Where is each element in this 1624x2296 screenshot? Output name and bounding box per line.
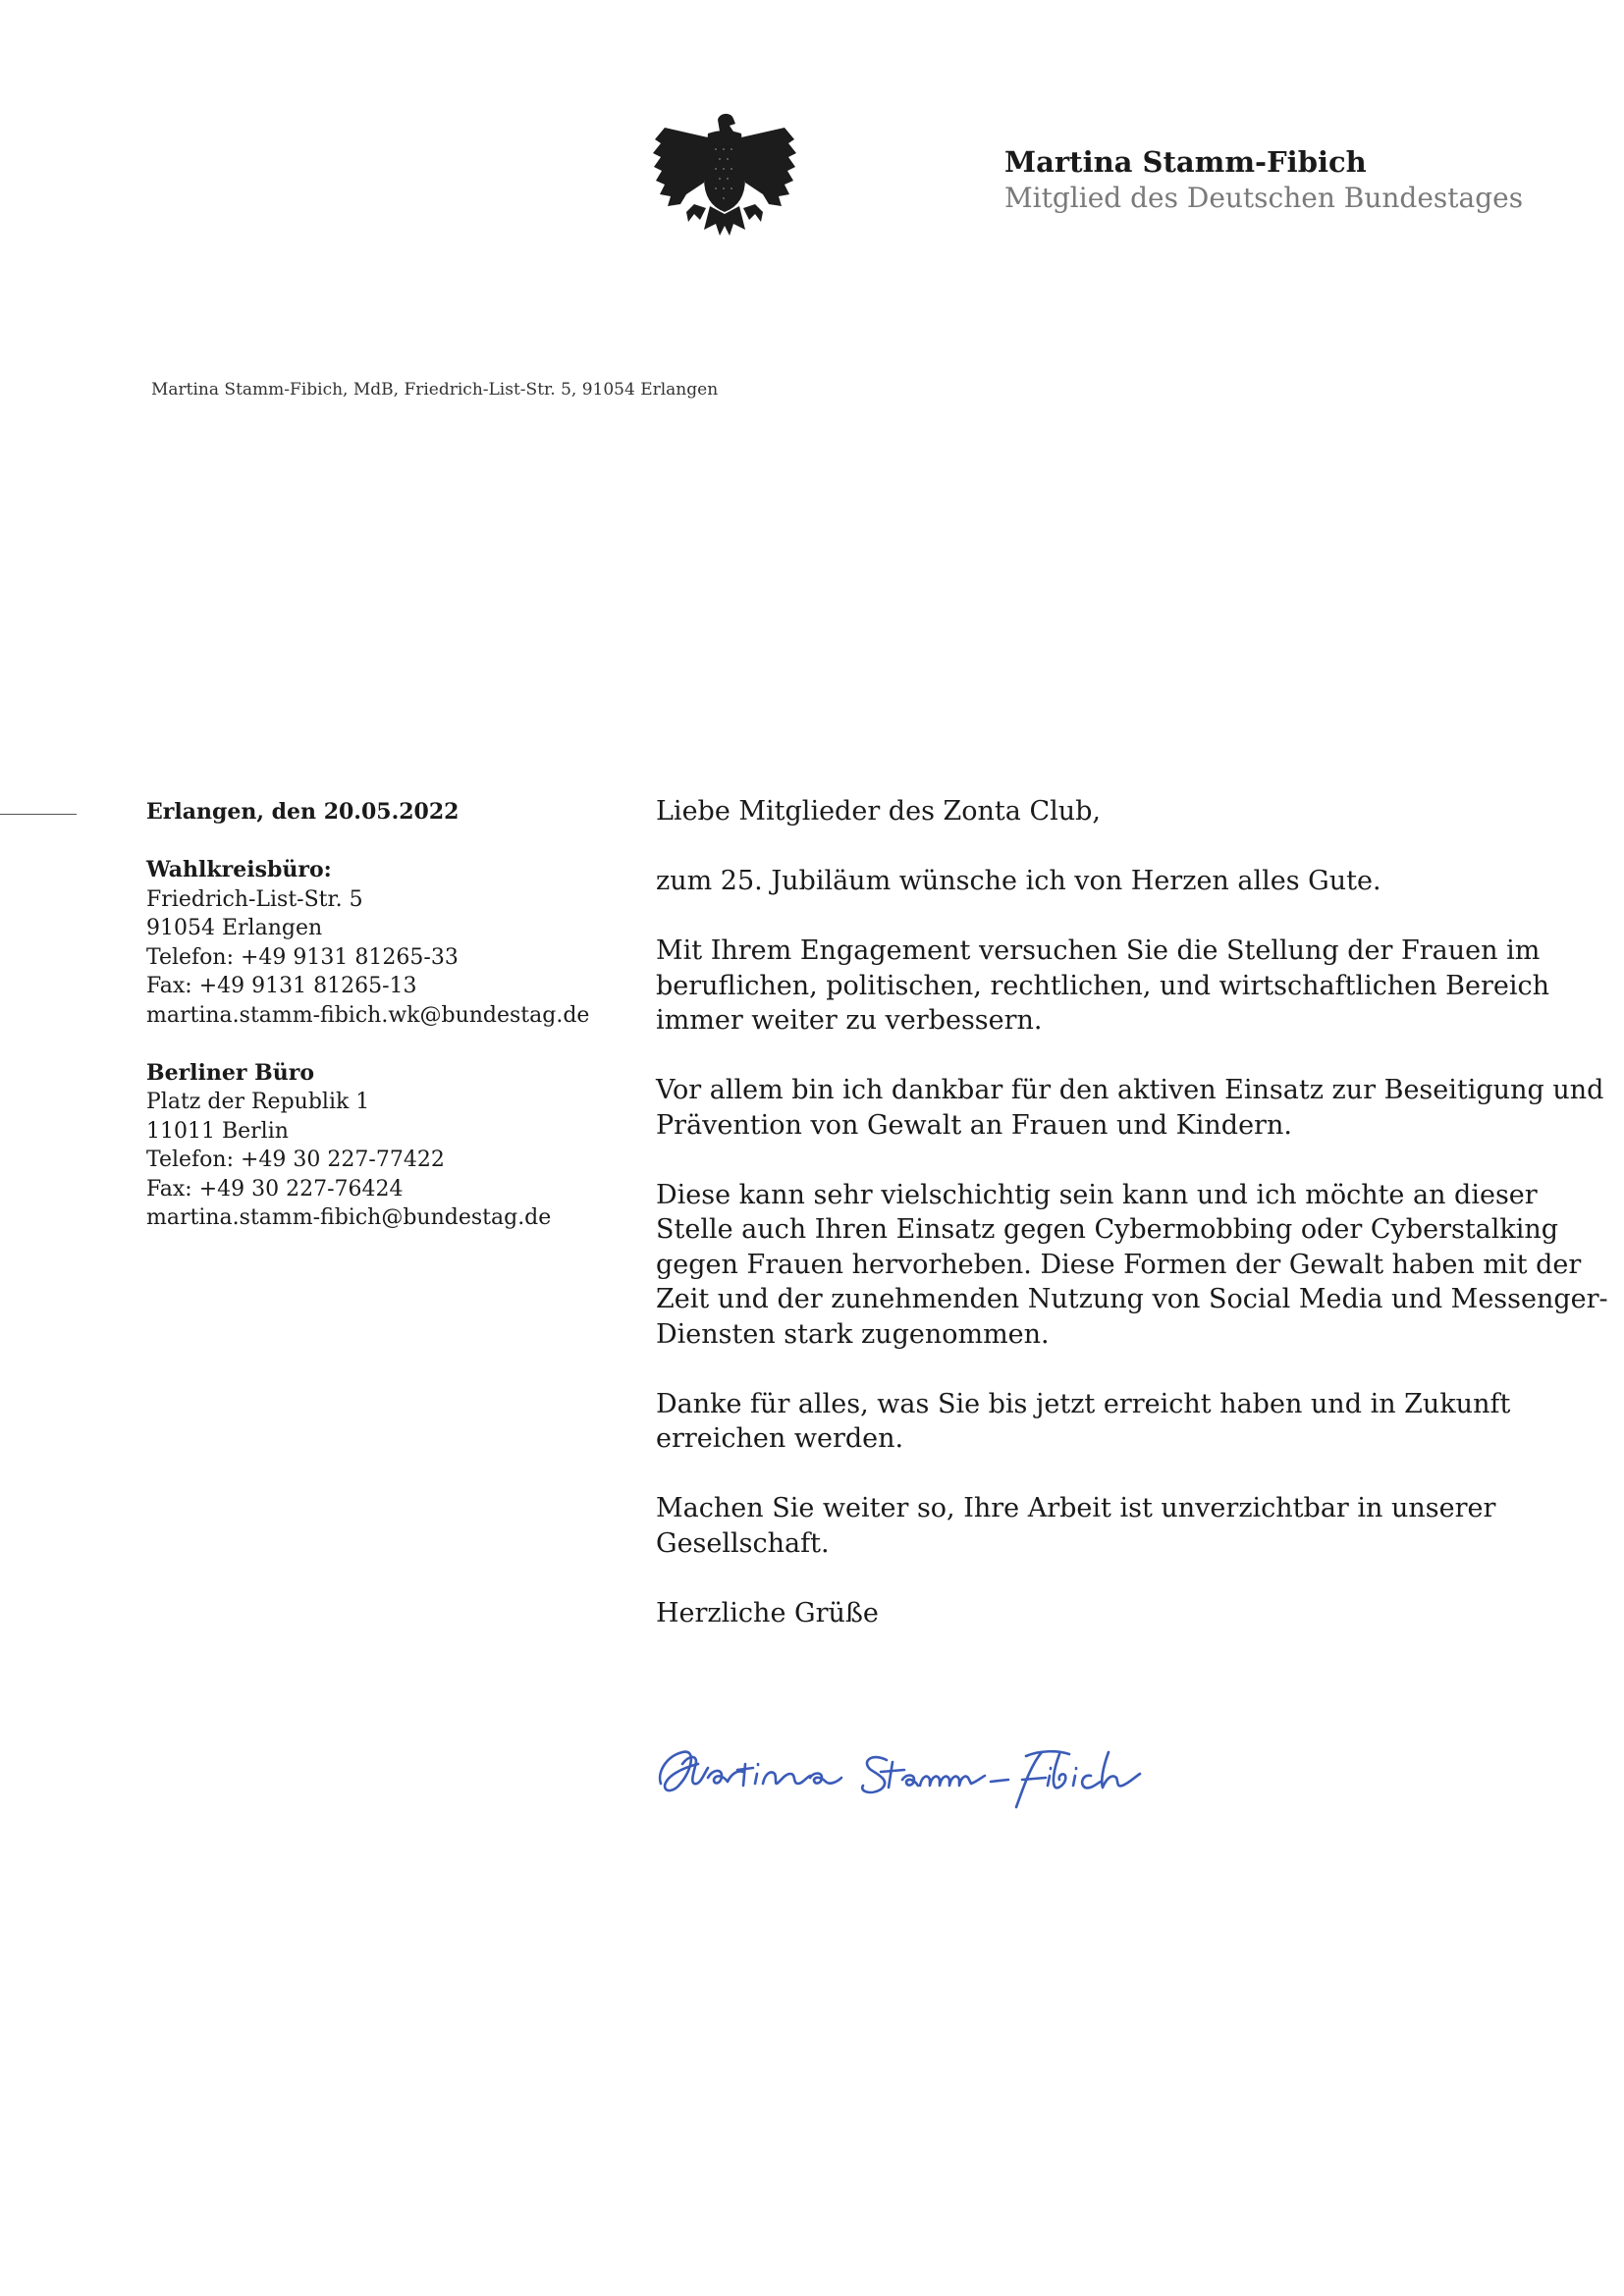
wahlkreisbuero-title: Wahlkreisbüro: (146, 857, 332, 882)
paragraph-line: gegen Frauen hervorheben. Diese Formen der Gewalt haben mit der (656, 1249, 1582, 1280)
bundesadler-eagle-icon (651, 110, 798, 243)
berliner-buero-fax: Fax: +49 30 227-76424 (146, 1176, 404, 1201)
letter-paragraph (656, 934, 1579, 1039)
sender-name: Martina Stamm-Fibich (1004, 145, 1367, 179)
paragraph-line: erreichen werden. (656, 1423, 904, 1454)
letter-paragraph (656, 1073, 1604, 1143)
letter-body (656, 794, 1608, 1666)
wahlkreisbuero-street: Friedrich-List-Str. 5 (146, 886, 363, 912)
paragraph-line: Stelle auch Ihren Einsatz gegen Cybermobbing oder Cyberstalking (656, 1214, 1559, 1245)
berliner-buero-email[interactable]: martina.stamm-fibich@bundestag.de (146, 1205, 552, 1230)
berliner-buero-street: Platz der Republik 1 (146, 1090, 370, 1114)
paragraph-line: Vor allem bin ich dankbar für den aktiven Einsatz zur Beseitigung und (656, 1075, 1604, 1105)
paragraph-line: Diensten stark zugenommen. (656, 1318, 1050, 1350)
paragraph-line: Mit Ihrem Engagement versuchen Sie die Stellung der Frauen im (656, 935, 1541, 966)
wahlkreisbuero-phone: Telefon: +49 9131 81265-33 (146, 944, 459, 970)
letter-salutation: Liebe Mitglieder des Zonta Club, (656, 796, 1101, 827)
wahlkreisbuero-fax: Fax: +49 9131 81265-13 (146, 974, 417, 998)
paragraph-line: Diese kann sehr vielschichtig sein kann und ich möchte an dieser (656, 1179, 1538, 1210)
berliner-buero-city: 11011 Berlin (146, 1118, 289, 1144)
wahlkreisbuero-city: 91054 Erlangen (146, 916, 323, 940)
paragraph-line: beruflichen, politischen, rechtlichen, und wirtschaftlichen Bereich (656, 970, 1550, 1001)
paragraph-line: Zeit und der zunehmenden Nutzung von Social Media und Messenger- (656, 1284, 1608, 1314)
letter-date: Erlangen, den 20.05.2022 (146, 799, 460, 825)
paragraph-line: immer weiter zu verbessern. (656, 1005, 1043, 1036)
wahlkreisbuero-block (146, 856, 618, 1030)
berliner-buero-block (146, 1059, 618, 1233)
wahlkreisbuero-email[interactable]: martina.stamm-fibich.wk@bundestag.de (146, 1002, 590, 1028)
berliner-buero-title: Berliner Büro (146, 1059, 314, 1086)
paragraph-line: Prävention von Gewalt an Frauen und Kindern. (656, 1109, 1292, 1141)
paragraph-line: Gesellschaft. (656, 1527, 830, 1559)
letter-paragraph (656, 1387, 1579, 1457)
sender-subtitle: Mitglied des Deutschen Bundestages (1004, 182, 1524, 214)
handwritten-signature (653, 1713, 1232, 1821)
paragraph-line: Machen Sie weiter so, Ihre Arbeit ist unverzichtbar in unserer (656, 1493, 1496, 1523)
paragraph-line: Danke für alles, was Sie bis jetzt erreicht haben und in Zukunft (656, 1388, 1511, 1419)
letter-paragraph: zum 25. Jubiläum wünsche ich von Herzen alles Gute. (656, 866, 1381, 896)
letter-paragraph (656, 1491, 1579, 1561)
return-address: Martina Stamm-Fibich, MdB, Friedrich-List-Str. 5, 91054 Erlangen (151, 380, 719, 400)
letter-paragraph (656, 1178, 1608, 1353)
fold-mark (0, 814, 77, 815)
berliner-buero-phone: Telefon: +49 30 227-77422 (146, 1148, 445, 1172)
letter-closing: Herzliche Grüße (656, 1597, 879, 1629)
sidebar-contact (146, 798, 618, 1261)
